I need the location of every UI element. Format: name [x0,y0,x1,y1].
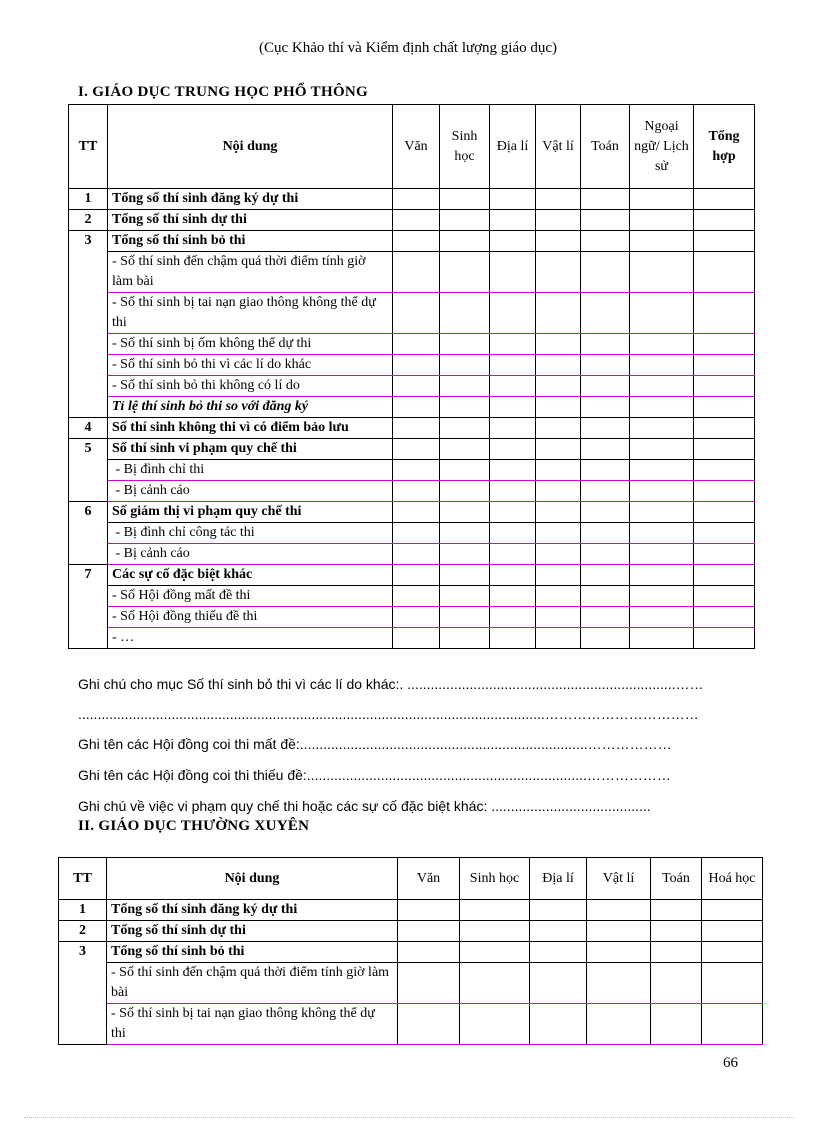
value-cell[interactable] [490,628,536,649]
value-cell[interactable] [440,397,490,418]
table-row [69,481,755,502]
document-header: (Cục Khảo thí và Kiểm định chất lượng giáo dục) [258,40,558,56]
value-cell[interactable] [630,210,694,231]
row-number [69,586,108,607]
value-cell[interactable] [536,439,581,460]
row-number [59,963,107,1004]
value-cell[interactable] [536,293,581,334]
value-cell[interactable] [702,1004,763,1045]
value-cell[interactable] [393,544,440,565]
header-ngoai-ngu: Ngoại ngữ/ Lịch sử [630,105,694,189]
value-cell[interactable] [440,502,490,523]
value-cell[interactable] [460,921,530,942]
value-cell[interactable] [694,355,755,376]
value-cell[interactable] [630,460,694,481]
value-cell[interactable] [393,565,440,586]
value-cell[interactable] [694,586,755,607]
row-label: - Bị cảnh cáo [108,544,393,565]
row-label: - Số thí sinh đến chậm quá thời điểm tính giờ làm bài [107,963,398,1004]
value-cell[interactable] [536,628,581,649]
row-number: 3 [59,942,107,963]
value-cell[interactable] [581,418,630,439]
value-cell[interactable] [630,502,694,523]
value-cell[interactable] [651,942,702,963]
value-cell[interactable] [536,334,581,355]
value-cell[interactable] [581,460,630,481]
value-cell[interactable] [440,460,490,481]
row-number [69,607,108,628]
table-row [69,607,755,628]
value-cell[interactable] [490,376,536,397]
row-number: 3 [69,231,108,252]
value-cell[interactable] [630,231,694,252]
value-cell[interactable] [490,397,536,418]
value-cell[interactable] [581,481,630,502]
value-cell[interactable] [393,607,440,628]
value-cell[interactable] [630,628,694,649]
row-label: - Số thí sinh bị ốm không thể dự thi [108,334,393,355]
value-cell[interactable] [630,376,694,397]
value-cell[interactable] [536,418,581,439]
header-content: Nội dung [107,858,398,900]
row-label: - Bị đình chỉ thi [108,460,393,481]
row-label: Tỉ lệ thí sinh bỏ thi so với đăng ký [108,397,393,418]
row-label: - … [108,628,393,649]
header-dia-li: Địa lí [490,105,536,189]
value-cell[interactable] [651,1004,702,1045]
value-cell[interactable] [460,900,530,921]
value-cell[interactable] [530,942,587,963]
table-row [69,231,755,252]
row-number: 4 [69,418,108,439]
row-number [69,293,108,334]
value-cell[interactable] [694,231,755,252]
row-label: Số thí sinh không thi vì có điểm bảo lưu [108,418,393,439]
value-cell[interactable] [398,900,460,921]
row-number [69,376,108,397]
value-cell[interactable] [630,565,694,586]
note-lost-exam: Ghi tên các Hội đồng coi thi mất đề:..........................................................................……………… [78,736,672,752]
value-cell[interactable] [440,231,490,252]
value-cell[interactable] [694,210,755,231]
value-cell[interactable] [587,963,651,1004]
value-cell[interactable] [587,1004,651,1045]
value-cell[interactable] [694,293,755,334]
value-cell[interactable] [530,921,587,942]
value-cell[interactable] [490,210,536,231]
row-label: Số giám thị vi phạm quy chế thi [108,502,393,523]
row-label: - Bị cảnh cáo [108,481,393,502]
row-label: - Số thí sinh bỏ thi không có lí do [108,376,393,397]
row-number [69,628,108,649]
value-cell[interactable] [694,334,755,355]
value-cell[interactable] [536,586,581,607]
row-number: 1 [69,189,108,210]
table-row [69,628,755,649]
value-cell[interactable] [694,481,755,502]
value-cell[interactable] [630,418,694,439]
row-label: - Số thí sinh đến chậm quá thời điểm tính giờ làm bài [108,252,393,293]
row-number: 7 [69,565,108,586]
header-toan: Toán [651,858,702,900]
value-cell[interactable] [393,481,440,502]
header-toan: Toán [581,105,630,189]
value-cell[interactable] [581,397,630,418]
note-other-reasons: Ghi chú cho mục Số thí sinh bỏ thi vì các lí do khác:. .....................................................................…… [78,676,704,692]
value-cell[interactable] [440,334,490,355]
value-cell[interactable] [440,189,490,210]
value-cell[interactable] [440,252,490,293]
value-cell[interactable] [530,1004,587,1045]
header-van: Văn [393,105,440,189]
table-row [69,418,755,439]
value-cell[interactable] [651,900,702,921]
value-cell[interactable] [393,628,440,649]
value-cell[interactable] [581,334,630,355]
value-cell[interactable] [490,293,536,334]
row-number [69,460,108,481]
value-cell[interactable] [694,523,755,544]
value-cell[interactable] [393,397,440,418]
value-cell[interactable] [393,293,440,334]
value-cell[interactable] [694,418,755,439]
value-cell[interactable] [393,439,440,460]
note-missing-exam: Ghi tên các Hội đồng coi thi thiếu đề:........................................................................……………… [78,767,671,783]
value-cell[interactable] [490,523,536,544]
table-row [69,293,755,334]
value-cell[interactable] [581,189,630,210]
value-cell[interactable] [530,963,587,1004]
value-cell[interactable] [490,439,536,460]
value-cell[interactable] [440,565,490,586]
value-cell[interactable] [490,565,536,586]
table-row [69,502,755,523]
value-cell[interactable] [490,481,536,502]
value-cell[interactable] [702,942,763,963]
row-label: - Số thí sinh bị tai nạn giao thông không thể dự thi [107,1004,398,1045]
value-cell[interactable] [490,355,536,376]
value-cell[interactable] [393,355,440,376]
value-cell[interactable] [536,460,581,481]
value-cell[interactable] [393,376,440,397]
row-label: Tổng số thí sinh đăng ký dự thi [108,189,393,210]
value-cell[interactable] [490,231,536,252]
value-cell[interactable] [536,231,581,252]
value-cell[interactable] [536,607,581,628]
value-cell[interactable] [393,231,440,252]
row-number [59,1004,107,1045]
value-cell[interactable] [490,607,536,628]
value-cell[interactable] [581,355,630,376]
page-edge-divider [24,1117,794,1118]
value-cell[interactable] [393,334,440,355]
value-cell[interactable] [651,921,702,942]
value-cell[interactable] [702,900,763,921]
value-cell[interactable] [393,502,440,523]
value-cell[interactable] [581,565,630,586]
table-continuing-education [58,857,763,1045]
value-cell[interactable] [587,921,651,942]
value-cell[interactable] [630,355,694,376]
value-cell[interactable] [581,293,630,334]
table-row [69,189,755,210]
row-number [69,481,108,502]
value-cell[interactable] [440,439,490,460]
value-cell[interactable] [398,1004,460,1045]
value-cell[interactable] [460,942,530,963]
value-cell[interactable] [630,439,694,460]
table-row [59,963,763,1004]
value-cell[interactable] [440,355,490,376]
value-cell[interactable] [694,628,755,649]
value-cell[interactable] [490,334,536,355]
value-cell[interactable] [694,252,755,293]
value-cell[interactable] [694,460,755,481]
row-label: Tổng số thí sinh bỏ thi [107,942,398,963]
value-cell[interactable] [630,481,694,502]
value-cell[interactable] [694,502,755,523]
value-cell[interactable] [587,900,651,921]
value-cell[interactable] [398,963,460,1004]
value-cell[interactable] [581,376,630,397]
table-row [69,565,755,586]
value-cell[interactable] [393,460,440,481]
row-label: Tổng số thí sinh bỏ thi [108,231,393,252]
value-cell[interactable] [581,231,630,252]
value-cell[interactable] [694,189,755,210]
row-number: 6 [69,502,108,523]
row-label: - Số Hội đồng thiếu đề thi [108,607,393,628]
header-vat-li: Vật lí [536,105,581,189]
value-cell[interactable] [694,565,755,586]
header-tt: TT [69,105,108,189]
header-hoa-hoc: Hoá học [702,858,763,900]
table-row [69,460,755,481]
row-label: Tổng số thí sinh đăng ký dự thi [107,900,398,921]
value-cell[interactable] [393,523,440,544]
section-2-title: II. GIÁO DỤC THƯỜNG XUYÊN [78,818,310,834]
value-cell[interactable] [536,565,581,586]
value-cell[interactable] [398,921,460,942]
table-row [69,523,755,544]
value-cell[interactable] [630,607,694,628]
value-cell[interactable] [490,252,536,293]
row-number: 1 [59,900,107,921]
value-cell[interactable] [440,544,490,565]
row-number: 5 [69,439,108,460]
value-cell[interactable] [440,586,490,607]
value-cell[interactable] [440,293,490,334]
row-label: - Số Hội đồng mất đề thi [108,586,393,607]
value-cell[interactable] [630,586,694,607]
value-cell[interactable] [694,544,755,565]
value-cell[interactable] [440,628,490,649]
value-cell[interactable] [630,397,694,418]
value-cell[interactable] [587,942,651,963]
row-label: Số thí sinh vi phạm quy chế thi [108,439,393,460]
header-tt: TT [59,858,107,900]
value-cell[interactable] [440,607,490,628]
table-row [69,586,755,607]
value-cell[interactable] [440,481,490,502]
header-sinh-hoc: Sinh học [440,105,490,189]
row-label: - Số thí sinh bị tai nạn giao thông không thể dự thi [108,293,393,334]
value-cell[interactable] [630,523,694,544]
value-cell[interactable] [393,210,440,231]
value-cell[interactable] [536,544,581,565]
value-cell[interactable] [536,355,581,376]
value-cell[interactable] [581,586,630,607]
value-cell[interactable] [581,544,630,565]
value-cell[interactable] [694,397,755,418]
section-1-title: I. GIÁO DỤC TRUNG HỌC PHỔ THÔNG [78,84,369,100]
value-cell[interactable] [630,544,694,565]
row-number [69,252,108,293]
row-number [69,334,108,355]
table-row [69,334,755,355]
row-label: - Bị đình chỉ công tác thi [108,523,393,544]
table-row [69,355,755,376]
value-cell[interactable] [490,189,536,210]
table-row [69,210,755,231]
row-label: - Số thí sinh bỏ thi vì các lí do khác [108,355,393,376]
value-cell[interactable] [702,921,763,942]
row-number [69,544,108,565]
value-cell[interactable] [581,523,630,544]
value-cell[interactable] [702,963,763,1004]
table-row [59,900,763,921]
value-cell[interactable] [536,523,581,544]
value-cell[interactable] [581,502,630,523]
value-cell[interactable] [440,376,490,397]
table-secondary-education [68,104,755,649]
table-row [59,1004,763,1045]
row-number [69,523,108,544]
table-row [69,376,755,397]
row-number: 2 [69,210,108,231]
value-cell[interactable] [536,502,581,523]
row-number: 2 [59,921,107,942]
value-cell[interactable] [393,586,440,607]
value-cell[interactable] [536,481,581,502]
value-cell[interactable] [694,607,755,628]
header-content: Nội dung [108,105,393,189]
value-cell[interactable] [490,460,536,481]
table-row [59,942,763,963]
value-cell[interactable] [694,439,755,460]
row-label: Tổng số thí sinh dự thi [107,921,398,942]
value-cell[interactable] [490,544,536,565]
table-row [59,921,763,942]
value-cell[interactable] [490,418,536,439]
value-cell[interactable] [536,376,581,397]
header-vat-li: Vật lí [587,858,651,900]
value-cell[interactable] [581,628,630,649]
value-cell[interactable] [581,607,630,628]
value-cell[interactable] [490,502,536,523]
value-cell[interactable] [630,334,694,355]
value-cell[interactable] [398,942,460,963]
value-cell[interactable] [460,1004,530,1045]
note-violations: Ghi chú về việc vi phạm quy chế thi hoặc các sự cố đặc biệt khác: ......................................... [78,798,651,814]
row-number [69,355,108,376]
value-cell[interactable] [393,189,440,210]
header-tong-hop: Tổng hợp [694,105,755,189]
value-cell[interactable] [440,418,490,439]
page-number: 66 [723,1055,738,1071]
value-cell[interactable] [490,586,536,607]
value-cell[interactable] [393,418,440,439]
value-cell[interactable] [630,293,694,334]
row-number [69,397,108,418]
header-sinh-hoc: Sinh học [460,858,530,900]
value-cell[interactable] [440,210,490,231]
value-cell[interactable] [440,523,490,544]
header-dia-li: Địa lí [530,858,587,900]
value-cell[interactable] [530,900,587,921]
value-cell[interactable] [581,439,630,460]
value-cell[interactable] [393,252,440,293]
table-row [69,544,755,565]
value-cell[interactable] [536,189,581,210]
value-cell[interactable] [581,210,630,231]
value-cell[interactable] [694,376,755,397]
value-cell[interactable] [536,252,581,293]
row-label: Các sự cố đặc biệt khác [108,565,393,586]
value-cell[interactable] [651,963,702,1004]
value-cell[interactable] [536,397,581,418]
note-continuation: ........................................................................................................................…………………………… [78,706,699,722]
value-cell[interactable] [460,963,530,1004]
table-row [69,439,755,460]
value-cell[interactable] [536,210,581,231]
table-row [69,397,755,418]
value-cell[interactable] [581,252,630,293]
table-row [69,252,755,293]
header-van: Văn [398,858,460,900]
value-cell[interactable] [630,252,694,293]
row-label: Tổng số thí sinh dự thi [108,210,393,231]
value-cell[interactable] [630,189,694,210]
